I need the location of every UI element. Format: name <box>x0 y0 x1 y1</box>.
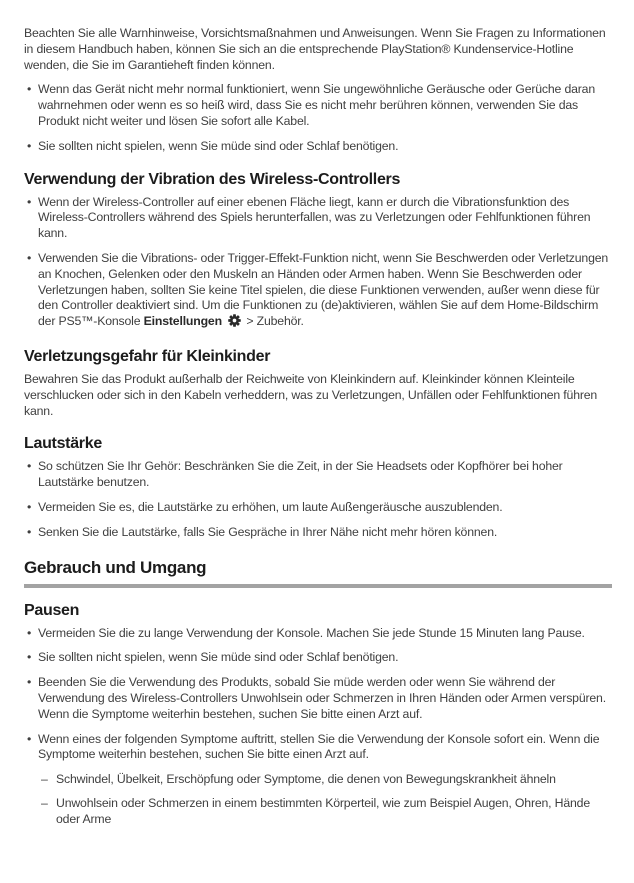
section-heading-lautstaerke: Lautstärke <box>24 435 102 453</box>
sub-list-item: – Schwindel, Übelkeit, Erschöpfung oder Symptome, die denen von Bewegungskrankheit ähneln <box>24 772 612 788</box>
list-item: • Wenn der Wireless-Controller auf einer ebenen Fläche liegt, kann er durch die Vibrationsfunktion des Wireless-Controllers während des Spiels herunterfallen, was zu Verletzungen oder Fehlfunktionen führen kann. <box>24 195 612 242</box>
vibration-bullet-after: > Zubehör. <box>246 314 304 329</box>
sub-list-item: – Unwohlsein oder Schmerzen in einem bestimmten Körperteil, wie zum Beispiel Augen, Ohren, Hände oder Arme <box>24 796 612 828</box>
list-item: • Wenn eines der folgenden Symptome auftritt, stellen Sie die Verwendung der Konsole sofort ein. Wenn die Symptome weiterhin bestehen, suchen Sie bitte einen Arzt auf. <box>24 732 612 764</box>
list-item: • Vermeiden Sie es, die Lautstärke zu erhöhen, um laute Außengeräusche auszublenden. <box>24 500 612 516</box>
list-item: • So schützen Sie Ihr Gehör: Beschränken Sie die Zeit, in der Sie Headsets oder Kopfhörer bei hoher Lautstärke benutzen. <box>24 459 612 491</box>
list-item: • Senken Sie die Lautstärke, falls Sie Gespräche in Ihrer Nähe nicht mehr hören können. <box>24 525 612 541</box>
lautstaerke-bullet-list <box>24 459 612 540</box>
list-item: • Sie sollten nicht spielen, wenn Sie müde sind oder Schlaf benötigen. <box>24 650 612 666</box>
chapter-heading-gebrauch: Gebrauch und Umgang <box>24 558 612 588</box>
list-item: • Vermeiden Sie die zu lange Verwendung der Konsole. Machen Sie jede Stunde 15 Minuten lang Pause. <box>24 626 612 642</box>
vibration-bullet-text: Verwenden Sie die Vibrations- oder Trigger-Effekt-Funktion nicht, wenn Sie Beschwerden oder Verletzungen an Knochen, Gelenken oder den Muskeln an Händen oder Armen haben. Wenn Sie Beschwerden oder Verletzungen haben, sollten Sie keine Titel spielen, die diese Funktionen verwenden, außer wenn diese für den Controller deaktiviert sind. Um die Funktionen zu (de)aktivieren, wählen Sie auf dem Home-Bildschirm der PS5™-Konsole <box>38 250 609 329</box>
intro-paragraph: Beachten Sie alle Warnhinweise, Vorsichtsmaßnahmen und Anweisungen. Wenn Sie Fragen zu Informationen in diesem Handbuch haben, können Sie sich an die entsprechende PlayStation® Kundenservice-Hotline wenden, die Sie im Garantieheft finden können. <box>24 26 606 72</box>
list-item <box>24 251 612 332</box>
kleinkinder-paragraph: Bewahren Sie das Produkt außerhalb der Reichweite von Kleinkindern auf. Kleinkinder können Kleinteile verschlucken oder sich in den Kabeln verheddern, was zu Verletzungen, Unfällen oder Fehlfunktionen führen kann. <box>24 371 598 418</box>
section-heading-kleinkinder: Verletzungsgefahr für Kleinkinder <box>24 347 271 365</box>
section-heading-vibration: Verwendung der Vibration des Wireless-Controllers <box>24 170 401 188</box>
pausen-bullet-list <box>24 626 612 828</box>
section-heading-pausen: Pausen <box>24 601 80 619</box>
intro-bullet-list <box>24 82 612 154</box>
settings-label: Einstellungen <box>143 314 222 329</box>
vibration-bullet-list <box>24 195 612 332</box>
gear-icon <box>228 314 241 332</box>
list-item: • Beenden Sie die Verwendung des Produkts, sobald Sie müde werden oder wenn Sie während der Verwendung des Wireless-Controllers Unwohlsein oder Schmerzen in Ihren Händen oder Armen verspüren. Wenn die Symptome weiterhin bestehen, suchen Sie bitte einen Arzt auf. <box>24 675 612 722</box>
list-item: • Wenn das Gerät nicht mehr normal funktioniert, wenn Sie ungewöhnliche Geräusche oder Gerüche daran wahrnehmen oder wenn es so heiß wird, dass Sie es nicht mehr berühren können, verwenden Sie das Produkt nicht weiter und lösen Sie sofort alle Kabel. <box>24 82 612 129</box>
list-item: • Sie sollten nicht spielen, wenn Sie müde sind oder Schlaf benötigen. <box>24 139 612 155</box>
